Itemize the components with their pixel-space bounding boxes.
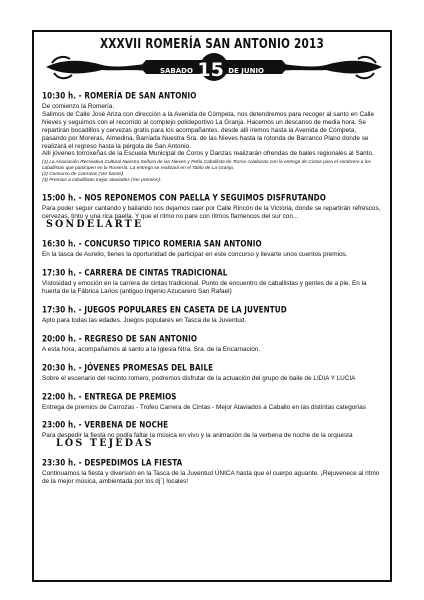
- schedule-item: [42, 386, 382, 412]
- schedule-item: [42, 414, 382, 449]
- schedule-text-run: Para despedir la fiesta no podía faltar la música en vivo y la animación de la verbena de noche de la orquesta: [42, 432, 353, 440]
- schedule-item: [42, 233, 382, 259]
- date-day: 15: [197, 59, 224, 81]
- band-logo-los-tejedas: LOS TEJEDAS: [56, 437, 154, 450]
- page-title: XXXVII ROMERÍA SAN ANTONIO 2013: [99, 36, 325, 52]
- schedule-item: [42, 262, 382, 296]
- schedule-text: En la tasca de Aurelio, tienes la oportunidad de participar en este concurso y llevarte unos cuentos premios.: [42, 251, 348, 259]
- schedule-heading: 10:30 h. - ROMERÍA DE SAN ANTONIO: [42, 90, 197, 101]
- schedule-text: [42, 205, 382, 230]
- schedule-heading: 22:00 h. - ENTREGA DE PREMIOS: [42, 390, 177, 402]
- schedule-text: Apto para todas las edades. Juegos populares en Tasca de la Juventud.: [42, 316, 247, 324]
- schedule-heading: 20:30 h. - JÓVENES PROMESAS DEL BAILE: [42, 361, 214, 373]
- schedule-text: Salimos de Calle José Ariza con dirección a la Avenida de Cómpeta, nos detendremos para recoger al santo en Calle Nieves y seguimos con el recorrido al complejo polideportivo La Granja. Hacemos un descanso de media hora. Se repartirán bocadillos y cervezas gratis para los acompañantes. desde allí iremos hasta la Avenida de Cómpeta, pasando por Moreras, Almedina, Barriada Nuestra Sra. de las Nieves hasta la rotonda de Barranco Plano donde se realizará el regreso hasta la pérgola de San Antonio.: [42, 110, 375, 150]
- schedule-heading: 17:30 h. - JUEGOS POPULARES EN CASETA DE LA JUVENTUD: [42, 303, 287, 315]
- schedule-heading: 16:30 h. - CONCURSO TIPICO ROMERIA SAN ANTONIO: [42, 238, 262, 249]
- schedule-item: [42, 85, 382, 184]
- schedule-text-run: Para poder seguir cantando y bailando nos dejamos caer por Calle Rincón de la Victoria, donde se repartirán refrescos, cervezas, tinto y una rica paella. Y que el ritmo no pare con ritmos flamencos del sur con...: [42, 205, 381, 221]
- date-banner: [42, 53, 382, 81]
- schedule-text: Vistosidad y emoción en la carrera de cintas tradicional. Punto de encuentro de caballistas y gentes de a pie. En la huerta de la Fábrica Larios (antiguo Ingenio Azucarero San Rafael): [42, 279, 367, 295]
- schedule-text: A esta hora, acompañamos al santo a la Iglesia Ntra. Sra. de la Encarnación.: [42, 345, 261, 353]
- schedule-heading: 17:30 h. - CARRERA DE CINTAS TRADICIONAL: [42, 267, 228, 278]
- schedule-text: [42, 432, 382, 449]
- schedule-heading: 23:30 h. - DESPEDIMOS LA FIESTA: [42, 457, 183, 469]
- schedule-text: Allí jóvenes torroxeñas de la Escuela Municipal de Coros y Danzas realizarán ofrendas de bailes regionales al Santo.: [42, 150, 374, 158]
- schedule-heading: 15:00 h. - NOS REPONEMOS CON PAELLA Y SEGUIMOS DISFRUTANDO: [42, 192, 326, 204]
- schedule-item: [42, 187, 382, 230]
- schedule-heading: 23:00 h. - VERBENA DE NOCHE: [42, 419, 169, 431]
- schedule-text: Entrega de premios de Carrozas - Trofeo Carrera de Cintas - Mejor Ataviados a Caballo en las distintas categorías: [42, 403, 366, 411]
- event-date: [42, 56, 382, 81]
- schedule-text: De comienzo la Romería.: [42, 103, 115, 110]
- schedule-item: [42, 357, 382, 383]
- date-weekday: SABADO: [159, 67, 193, 75]
- footnote: (3) Premios a caballistas mejor ataviados (Ver premios).: [42, 178, 162, 184]
- date-month: DE JUNIO: [228, 67, 265, 75]
- schedule-item: [42, 452, 382, 486]
- programme-sheet: [32, 30, 392, 582]
- band-logo-sondelarte: SONDELARTE: [46, 218, 144, 231]
- footnote: (2) Concurso de Carrozas (Ver bases).: [42, 172, 125, 178]
- schedule-text: Continuamos la fiesta y diversión en la Tasca de la Juventud ÚNICA hasta que el cuerpo aguante. ¡Rejuvenece al ritmo de la mejor música, ambientada por los dj´) locales!: [42, 470, 380, 486]
- schedule-heading: 20:00 h. - REGRESO DE SAN ANTONIO: [42, 332, 198, 344]
- footnote: (1) La Asociación Recreativa Cultural Nuestra Señora de las Nieves y Peña Caballista de Torrox colaboran con la entrega de Cintas para el sombrero a los caballistas que participen en la Romería. La entrega se realizará en el Tablo de La Granja.: [42, 160, 371, 172]
- schedule-item: [42, 299, 382, 325]
- schedule-item: [42, 328, 382, 354]
- schedule-text: Sobre el escenario del recinto romero, podremos disfrutar de la actuación del grupo de baile de LIDIA Y LUCIA: [42, 374, 356, 382]
